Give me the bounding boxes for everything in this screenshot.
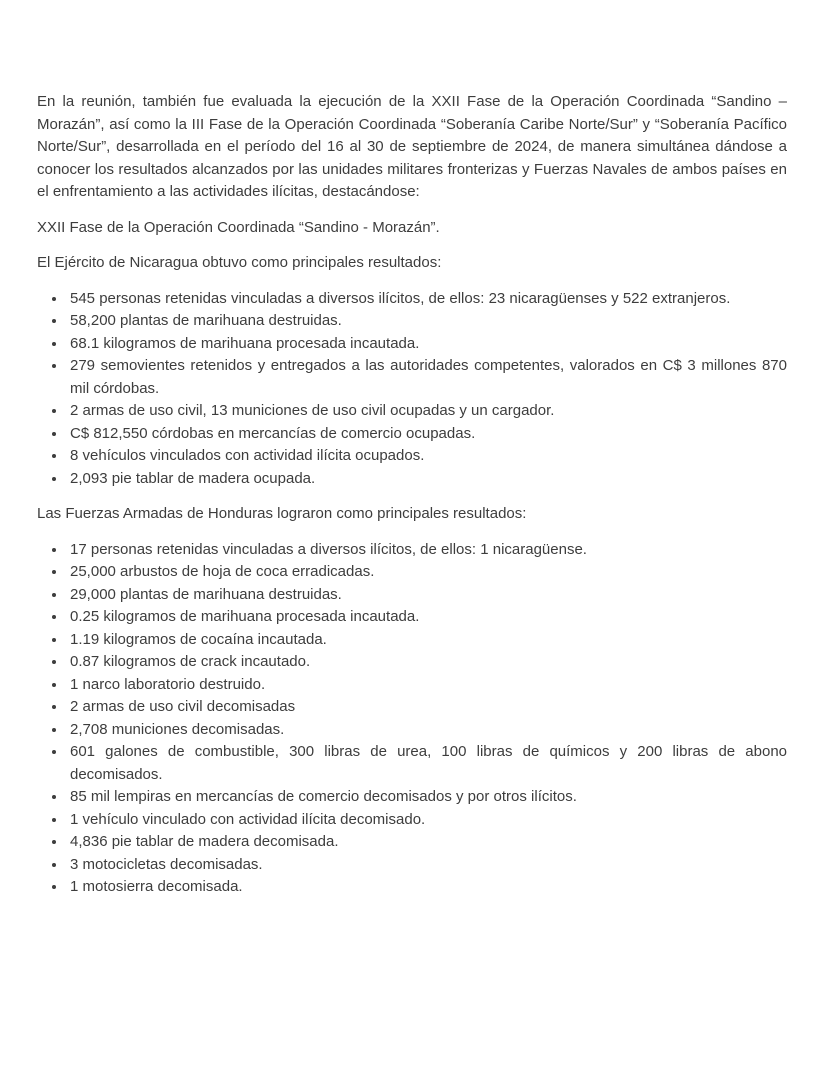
- list-item: • 2 armas de uso civil, 13 municiones de uso civil ocupadas y un cargador.: [67, 400, 787, 423]
- list-item: • 68.1 kilogramos de marihuana procesada incautada.: [67, 333, 787, 356]
- list-item: • 2,708 municiones decomisadas.: [67, 719, 787, 742]
- list-item: • 3 motocicletas decomisadas.: [67, 854, 787, 877]
- intro-paragraph: En la reunión, también fue evaluada la ejecución de la XXII Fase de la Operación Coordinada “Sandino – Morazán”, así como la III Fase de la Operación Coordinada “Soberanía Caribe Norte/Sur” y “Soberanía Pacífico Norte/Sur”, desarrollada en el período del 16 al 30 de septiembre de 2024, de manera simultánea dándose a conocer los resultados alcanzados por las unidades militares fronterizas y Fuerzas Navales de ambos países en el enfrentamiento a las actividades ilícitas, destacándose:: [37, 93, 787, 200]
- nicaragua-heading: El Ejército de Nicaragua obtuvo como principales resultados:: [37, 254, 442, 271]
- list-item: • 4,836 pie tablar de madera decomisada.: [67, 831, 787, 854]
- list-item: • 279 semovientes retenidos y entregados a las autoridades competentes, valorados en C$ 3 millones 870 mil córdobas.: [67, 355, 787, 400]
- nicaragua-results-list: [37, 288, 787, 491]
- list-item: • 1.19 kilogramos de cocaína incautada.: [67, 629, 787, 652]
- list-item: • 1 motosierra decomisada.: [67, 876, 787, 899]
- list-item: • 8 vehículos vinculados con actividad ilícita ocupados.: [67, 445, 787, 468]
- list-item: • 1 vehículo vinculado con actividad ilícita decomisado.: [67, 809, 787, 832]
- list-item: • 0.25 kilogramos de marihuana procesada incautada.: [67, 606, 787, 629]
- honduras-heading: Las Fuerzas Armadas de Honduras lograron como principales resultados:: [37, 505, 527, 522]
- phase-heading: XXII Fase de la Operación Coordinada “Sandino - Morazán”.: [37, 218, 440, 236]
- list-item: • 29,000 plantas de marihuana destruidas.: [67, 584, 787, 607]
- list-item: • 58,200 plantas de marihuana destruidas.: [67, 310, 787, 333]
- list-item: • 545 personas retenidas vinculadas a diversos ilícitos, de ellos: 23 nicaragüenses y 522 extranjeros.: [67, 288, 787, 311]
- list-item: • 2,093 pie tablar de madera ocupada.: [67, 468, 787, 491]
- list-item: • 25,000 arbustos de hoja de coca erradicadas.: [67, 561, 787, 584]
- list-item: • 2 armas de uso civil decomisadas: [67, 696, 787, 719]
- list-item: • 17 personas retenidas vinculadas a diversos ilícitos, de ellos: 1 nicaragüense.: [67, 539, 787, 562]
- honduras-results-list: [37, 539, 787, 899]
- document-content: [37, 91, 787, 912]
- list-item: • 601 galones de combustible, 300 libras de urea, 100 libras de químicos y 200 libras de abono decomisados.: [67, 741, 787, 786]
- list-item: • 0.87 kilogramos de crack incautado.: [67, 651, 787, 674]
- list-item: • C$ 812,550 córdobas en mercancías de comercio ocupadas.: [67, 423, 787, 446]
- list-item: • 1 narco laboratorio destruido.: [67, 674, 787, 697]
- list-item: • 85 mil lempiras en mercancías de comercio decomisados y por otros ilícitos.: [67, 786, 787, 809]
